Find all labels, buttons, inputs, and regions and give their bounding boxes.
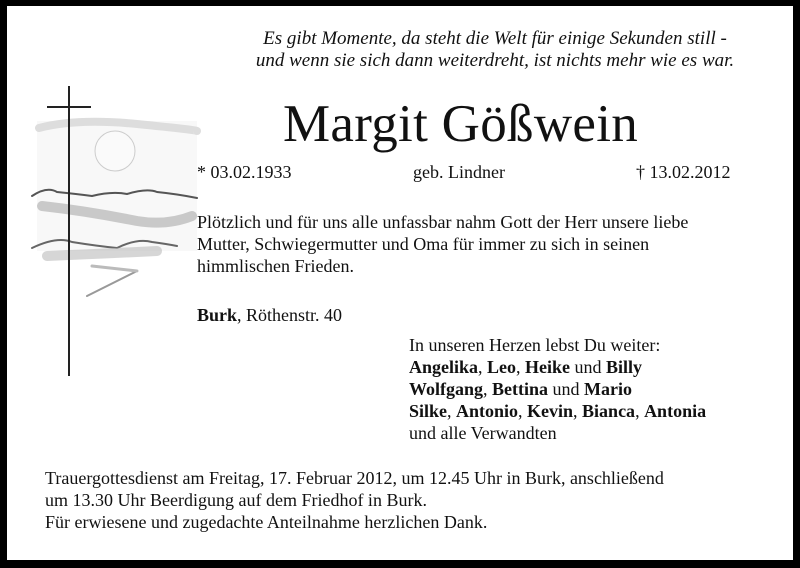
family-member: Angelika	[409, 357, 479, 377]
deceased-name: Margit Gößwein	[283, 95, 639, 153]
family-member: Wolfgang	[409, 379, 484, 399]
address-town: Burk	[197, 305, 238, 325]
obituary-card	[7, 6, 793, 560]
family-list	[409, 334, 706, 444]
death-date: † 13.02.2012	[636, 162, 731, 182]
family-line	[409, 400, 706, 422]
message-line: Plötzlich und für uns alle unfassbar nahm Gott der Herr unsere liebe	[197, 212, 689, 232]
separator: ,	[635, 401, 645, 421]
service-line: um 13.30 Uhr Beerdigung auf dem Friedhof in Burk.	[45, 490, 427, 510]
message-line: himmlischen Frieden.	[197, 256, 354, 276]
separator: und	[570, 357, 607, 377]
service-line: Für erwiesene und zugedachte Anteilnahme herzlichen Dank.	[45, 512, 488, 532]
separator: ,	[516, 357, 526, 377]
family-member: Bettina	[492, 379, 549, 399]
family-closing: und alle Verwandten	[409, 423, 557, 443]
family-member: Antonia	[644, 401, 707, 421]
message	[197, 211, 688, 277]
separator: ,	[483, 379, 493, 399]
separator: ,	[447, 401, 457, 421]
cross-landscape-illustration	[17, 76, 207, 376]
family-member: Heike	[525, 357, 571, 377]
separator: und	[548, 379, 585, 399]
landscape-drawing	[32, 121, 197, 296]
separator: ,	[478, 357, 488, 377]
service-info	[45, 467, 664, 533]
quote-line-1: Es gibt Momente, da steht die Welt für einige Sekunden still -	[263, 28, 727, 49]
separator: ,	[518, 401, 528, 421]
service-line: Trauergottesdienst am Freitag, 17. Februar 2012, um 12.45 Uhr in Burk, anschließend	[45, 468, 664, 488]
address-street: , Röthenstr. 40	[237, 305, 343, 325]
family-member: Silke	[409, 401, 448, 421]
quote-line-2: und wenn sie sich dann weiterdreht, ist nichts mehr wie es war.	[255, 50, 735, 71]
family-member: Antonio	[456, 401, 519, 421]
family-member: Bianca	[582, 401, 636, 421]
birth-date: * 03.02.1933	[197, 162, 292, 182]
family-member: Leo	[487, 357, 517, 377]
maiden-name: geb. Lindner	[413, 162, 505, 182]
address	[197, 305, 342, 326]
family-intro: In unseren Herzen lebst Du weiter:	[409, 335, 661, 355]
separator: ,	[573, 401, 583, 421]
family-member: Billy	[606, 357, 643, 377]
message-line: Mutter, Schwiegermutter und Oma für immer zu sich in seinen	[197, 234, 650, 254]
family-line	[409, 378, 706, 400]
family-line	[409, 356, 706, 378]
family-member: Mario	[584, 379, 632, 399]
family-member: Kevin	[527, 401, 574, 421]
